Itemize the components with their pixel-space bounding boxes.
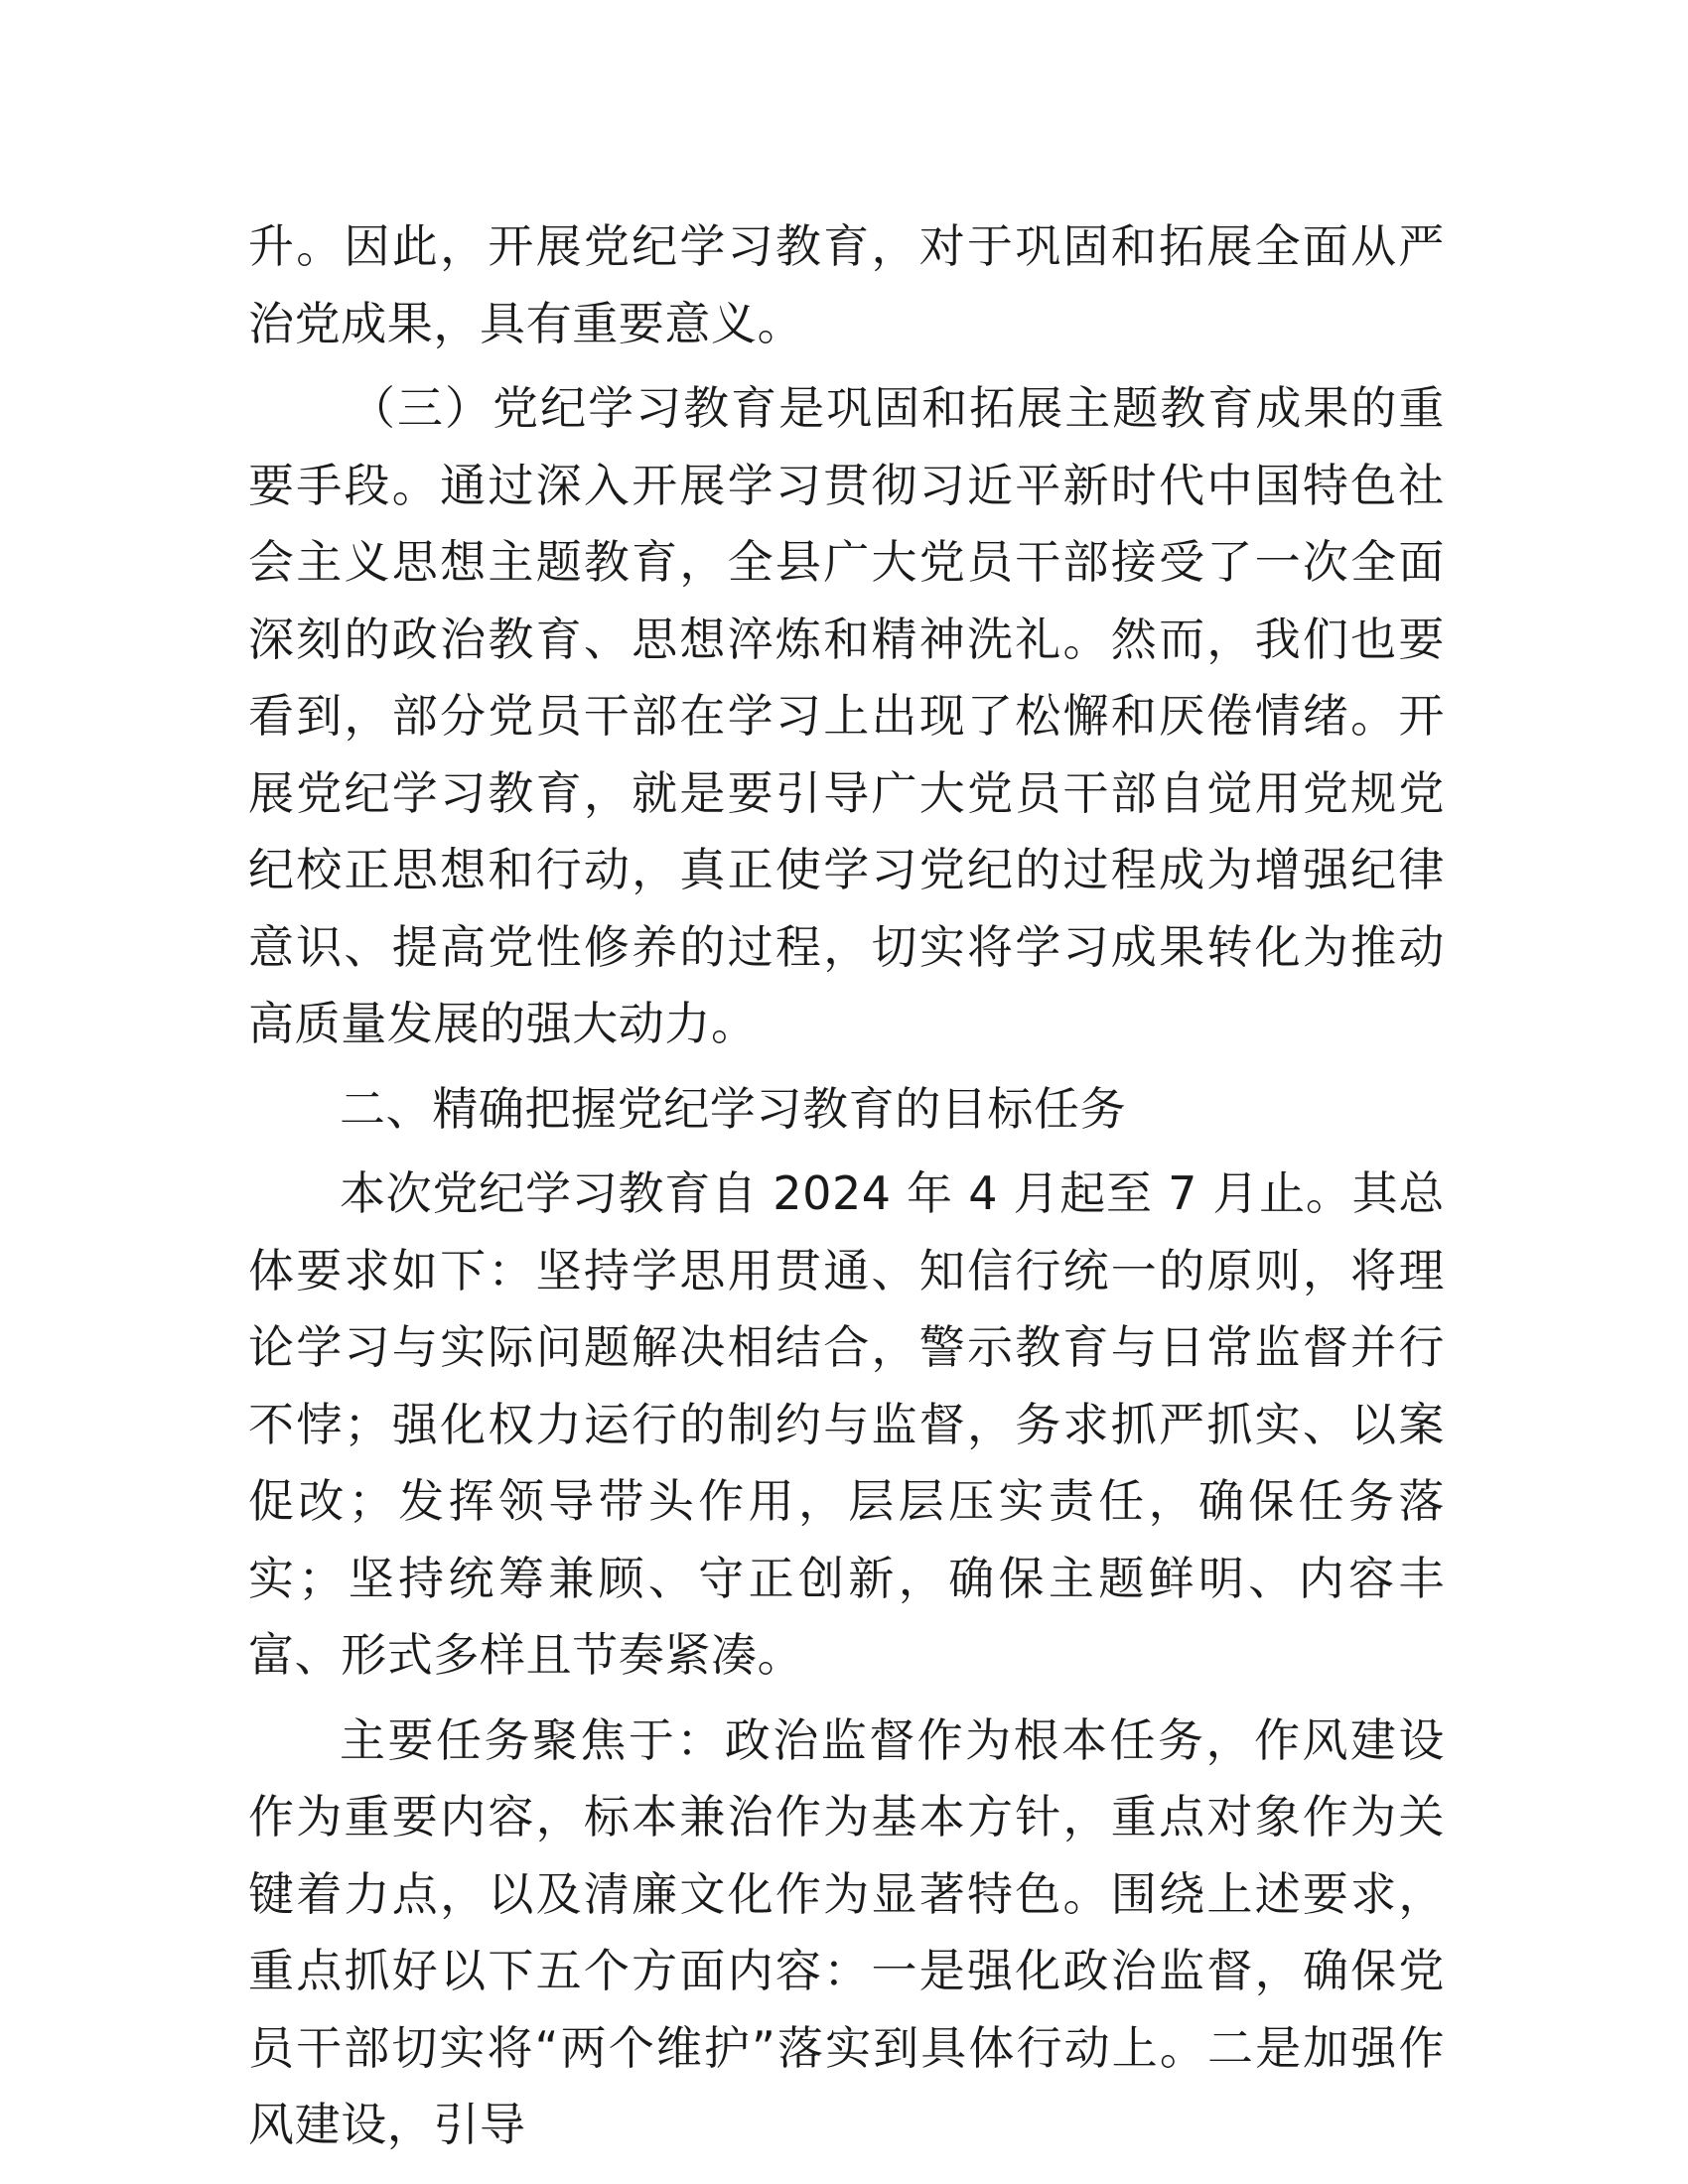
paragraph-subsection-three: （三）党纪学习教育是巩固和拓展主题教育成果的重要手段。通过深入开展学习贯彻习近平新时代中国特色社会主义思想主题教育，全县广大党员干部接受了一次全面深刻的政治教育、思想淬炼和精神洗礼。然而，我们也要看到，部分党员干部在学习上出现了松懈和厌倦情绪。开展党纪学习教育，就是要引导广大党员干部自觉用党规党纪校正思想和行动，真正使学习党纪的过程成为增强纪律意识、提高党性修养的过程，切实将学习成果转化为推动高质量发展的强大动力。: [248, 381, 1445, 1050]
document-body: [248, 208, 1445, 2164]
section-heading-two: 二、精确把握党纪学习教育的目标任务: [340, 1081, 1127, 1136]
paragraph-continuation: 升。因此，开展党纪学习教育，对于巩固和拓展全面从严治党成果，具有重要意义。: [248, 219, 1445, 350]
paragraph-main-tasks: 主要任务聚焦于：政治监督作为根本任务，作风建设作为重要内容，标本兼治作为基本方针，重点对象作为关键着力点，以及清廉文化作为显著特色。围绕上述要求，重点抓好以下五个方面内容：一是强化政治监督，确保党员干部切实将“两个维护”落实到具体行动上。二是加强作风建设，引导: [248, 1712, 1445, 2151]
paragraph-overall-requirements: 本次党纪学习教育自 2024 年 4 月起至 7 月止。其总体要求如下：坚持学思用贯通、知信行统一的原则，将理论学习与实际问题解决相结合，警示教育与日常监督并行不悖；强化权力运行的制约与监督，务求抓严抓实、以案促改；发挥领导带头作用，层层压实责任，确保任务落实；坚持统筹兼顾、守正创新，确保主题鲜明、内容丰富、形式多样且节奏紧凑。: [248, 1166, 1445, 1682]
